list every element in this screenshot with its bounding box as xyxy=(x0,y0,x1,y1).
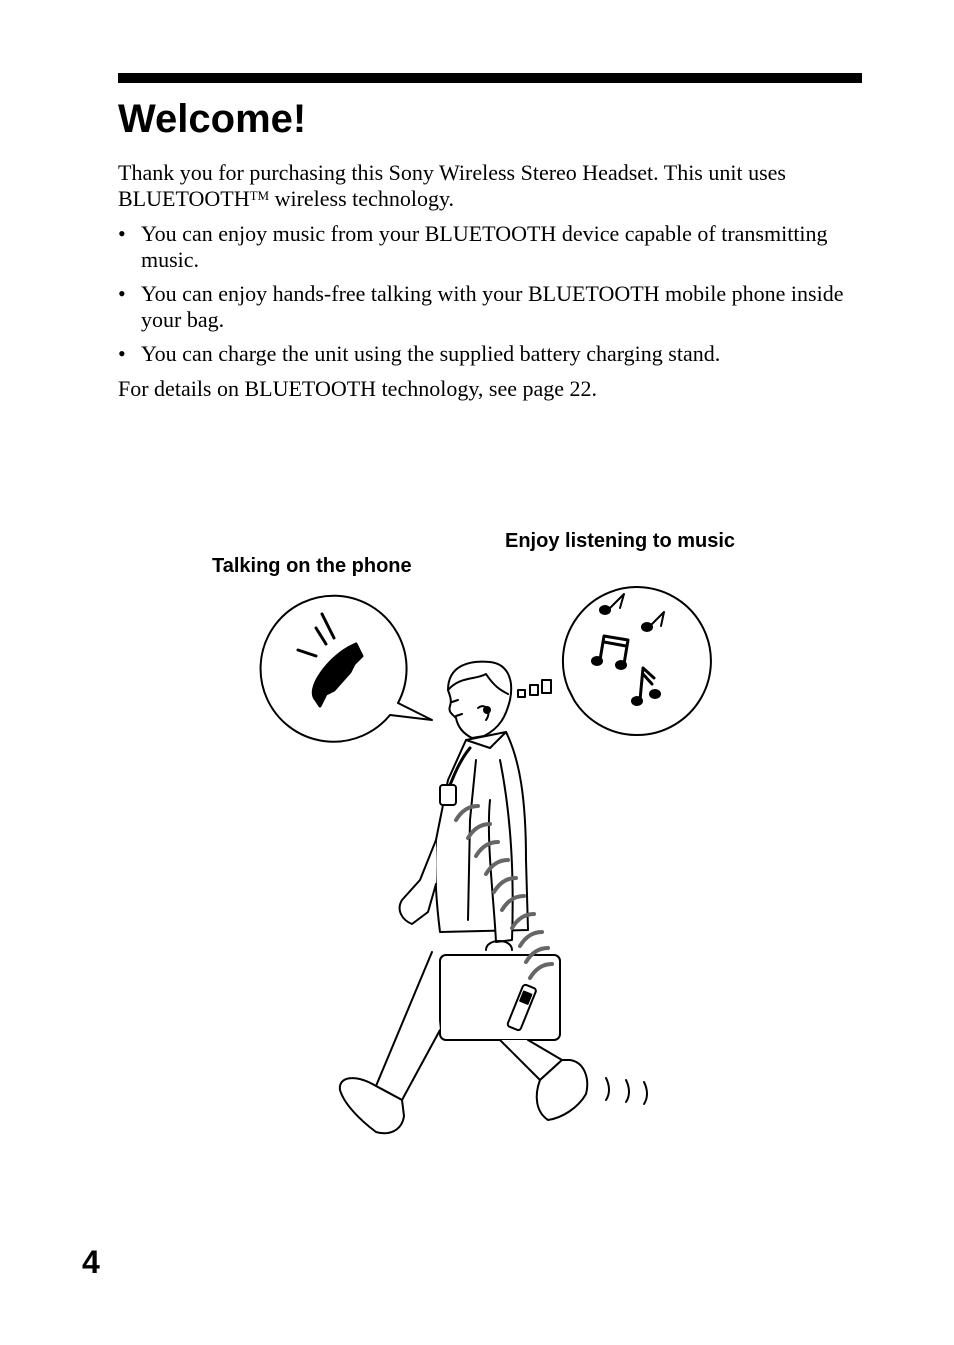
trademark-mark: TM xyxy=(249,188,270,203)
list-item xyxy=(118,221,862,273)
bullet-marker: • xyxy=(118,341,126,366)
bullet-marker: • xyxy=(118,281,126,306)
person-body xyxy=(400,732,528,942)
list-item-text: You can enjoy music from your BLUETOOTH device capable of transmitting music. xyxy=(141,221,828,272)
intro-paragraph xyxy=(118,160,862,212)
intro-line-end: wireless technology. xyxy=(269,186,455,211)
body-text xyxy=(118,160,862,411)
intro-line: Thank you for purchasing this Sony Wireless Stereo Headset. This unit uses BLUETOOTH xyxy=(118,160,786,211)
page-title: Welcome! xyxy=(118,97,307,141)
caption-music: Enjoy listening to music xyxy=(505,530,736,552)
caption-phone: Talking on the phone xyxy=(212,555,412,577)
list-item xyxy=(118,281,862,333)
walking-person-illustration xyxy=(250,570,720,1145)
motion-lines xyxy=(606,1078,647,1104)
list-item-text: You can enjoy hands-free talking with your BLUETOOTH mobile phone inside your bag. xyxy=(141,281,844,332)
phone-bubble xyxy=(261,596,432,742)
list-item xyxy=(118,341,862,367)
header-rule xyxy=(118,73,862,83)
bullet-marker: • xyxy=(118,221,126,246)
music-bubble xyxy=(563,587,711,735)
list-item-text: You can charge the unit using the supplied battery charging stand. xyxy=(141,341,721,366)
page-number: 4 xyxy=(82,1244,100,1280)
person-head xyxy=(448,662,511,738)
briefcase xyxy=(440,941,560,1040)
details-paragraph: For details on BLUETOOTH technology, see page 22. xyxy=(118,376,598,401)
audio-signal-icon xyxy=(518,680,551,697)
feature-list xyxy=(118,221,862,367)
